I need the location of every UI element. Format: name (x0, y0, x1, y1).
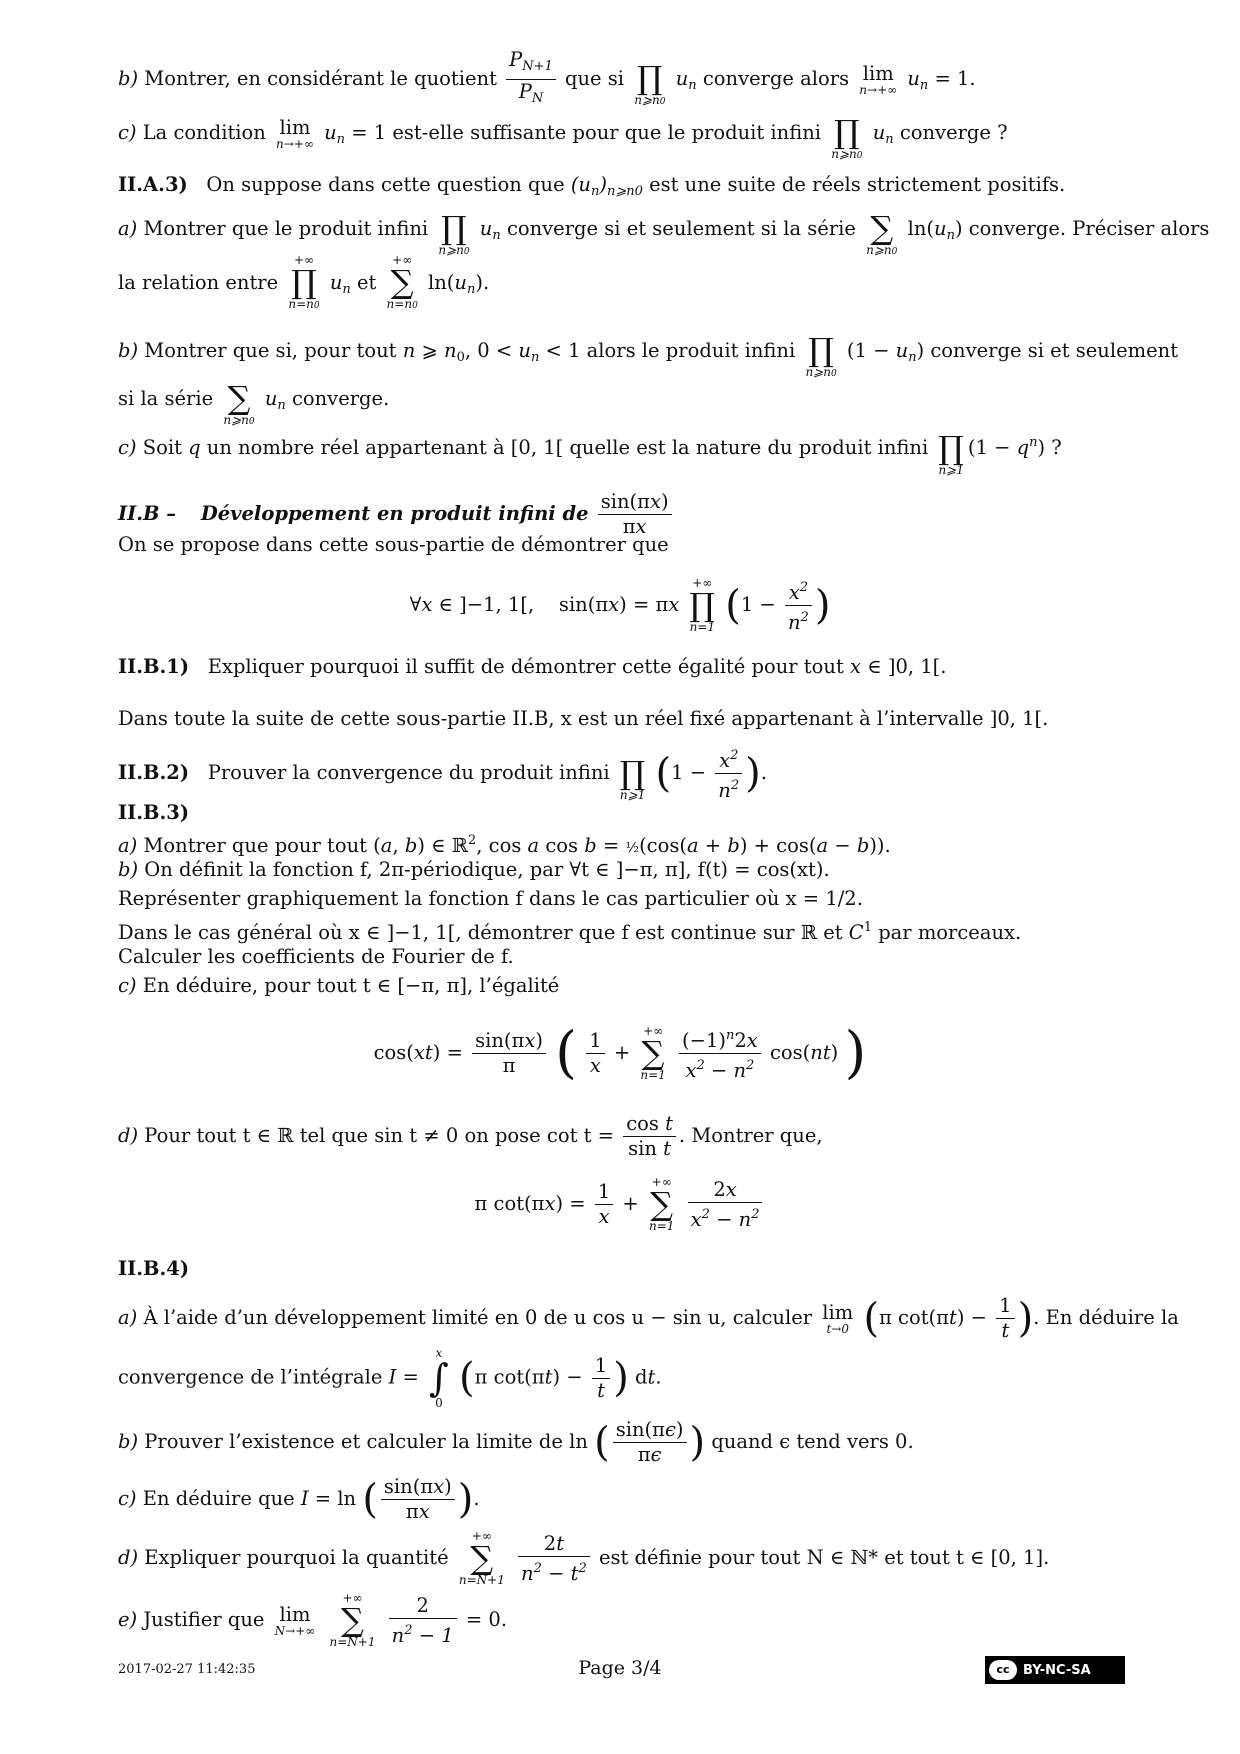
product-symbol: ∏ n⩾n0 (634, 59, 666, 107)
question-b1: II.B.1) Expliquer pourquoi il suffit de démontrer cette égalité pour tout x ∈ ]0, 1[. (118, 655, 947, 678)
limit-operator: lim n→+∞ (859, 61, 898, 97)
question-a3b-series: si la série ∑ n⩾n0 $u_n$ converge. (118, 379, 390, 427)
question-a3a-relation: la relation entre +∞ ∏ n=n0 $u_n$ et +∞ ∑ n=n0 $\ln(u_n)$. (118, 253, 490, 311)
question-b3b-graph: Représenter graphiquement la fonction f dans le cas particulier où x = 1/2. (118, 887, 863, 910)
question-b3c: c) En déduire, pour tout t ∈ [−π, π], l’égalité (118, 974, 560, 997)
product-symbol: ∏ n⩾n0 (831, 113, 863, 161)
question-b-quotient: b) Montrer, en considérant le quotient $\frac{P_{N+1}}{P_N}$ que si ∏ n⩾n0 $u_n$ converge alors lim n→+∞ $u_n = 1$. (118, 48, 1122, 111)
question-b3b-continuity: Dans le cas général où x ∈ ]−1, 1[, démontrer que f est continue sur ℝ et $C^1$ par morceaux. (118, 920, 1022, 944)
question-b4a-integral: convergence de l’intégrale I = x ∫ 0 (π cot(πt) − $\frac{1}{t}$ ) dt. (118, 1346, 662, 1410)
question-b3a: a) Montrer que pour tout (a, b) ∈ ℝ$^2$, cos a cos b = ½(cos(a + b) + cos(a − b)). (118, 833, 891, 857)
question-a3b: b) Montrer que si, pour tout n ⩾ $n_0$, $0 < u_n < 1$ alors le produit infini ∏ n⩾n0 $(1 - u_n)$ converge si et seulement (118, 331, 1179, 379)
footer-page-number: Page 3/4 (578, 1657, 662, 1679)
question-c-condition: c) La condition lim n→+∞ $u_n = 1$ est-elle suffisante pour que le produit infini ∏ n⩾n0 $u_n$ converge ? (118, 104, 1122, 163)
question-a3c: c) Soit q un nombre réel appartenant à [0, 1[ quelle est la nature du produit infini ∏ n⩾1 $(1 - q^n)$ ? (118, 429, 1062, 477)
question-b4c: c) En déduire que I = ln ( $\frac{\sin(\pi x)}{\pi x}$ ). (118, 1475, 480, 1523)
license-badge (985, 1656, 1125, 1684)
question-a3a: a) Montrer que le produit infini ∏ n⩾n0 $u_n$ converge si et seulement si la série ∑ n⩾n0 $\ln(u_n)$ converge. Préciser alors (118, 209, 1210, 257)
question-b4a: a) À l’aide d’un développement limité en 0 de u cos u − sin u, calculer lim t→0 (π cot(πt) − $\frac{1}{t}$ ). En déduire la (118, 1294, 1179, 1342)
section-b-title: II.B – Développement en produit infini de $\frac{\sin(\pi x)}{\pi x}$ (118, 490, 1122, 539)
question-b4b: b) Prouver l’existence et calculer la limite de ln ( $\frac{\sin(\pi\epsilon)}{\pi\epsilon}$ ) quand ϵ tend vers 0. (118, 1418, 914, 1466)
section-b4-heading: II.B.4) (118, 1257, 190, 1280)
license-label: BY-NC-SA (1023, 1662, 1091, 1678)
section-a3-heading: II.A.3) On suppose dans cette question que $(u_n)_{n⩾n0}$ est une suite de réels strictement positifs. (118, 173, 1066, 199)
question-b3b-fourier: Calculer les coefficients de Fourier de f. (118, 945, 514, 968)
section-b-context: Dans toute la suite de cette sous-partie II.B, x est un réel fixé appartenant à l’intervalle ]0, 1[. (118, 707, 1049, 730)
equation-cos-fourier: cos(xt) = $\frac{\sin(\pi x)}{\pi}$ ( $\frac{1}{x}$ + +∞ ∑ n=1 $\frac{(-1)^n2x}{x^2 - n^2}$ cos(nt) ) (373, 1020, 867, 1086)
equation-sine-product: ∀x ∈ ]−1, 1[, sin(πx) = πx +∞ ∏ n=1 (1 − $\frac{x^2}{n^2}$ ) (409, 576, 831, 634)
limit-operator: lim n→+∞ (276, 115, 314, 151)
question-b2: II.B.2) Prouver la convergence du produit infini ∏ n⩾1 (1 − $\frac{x^2}{n^2}$ ). (118, 744, 1122, 803)
equation-cot-series: π cot(πx) = $\frac{1}{x}$ + +∞ ∑ n=1 $\frac{2x}{x^2 - n^2}$ (0, 1176, 1240, 1233)
question-b4d: d) Expliquer pourquoi la quantité +∞ ∑ n=N+1 $\frac{2t}{n^2 - t^2}$ est définie pour tout N ∈ ℕ* et tout t ∈ [0, 1]. (118, 1529, 1050, 1587)
question-b3d: d) Pour tout t ∈ ℝ tel que sin t ≠ 0 on pose cot t = $\frac{\text{cos t}}{\text{sin t}}$ . Montrer que, (118, 1112, 823, 1160)
fraction-pn1-pn: $\frac{P_{N+1}}{P_N}$ (506, 48, 556, 111)
section-b-intro: On se propose dans cette sous-partie de démontrer que (118, 533, 669, 556)
question-b3b: b) On définit la fonction f, 2π-périodique, par ∀t ∈ ]−π, π], f(t) = cos(xt). (118, 858, 830, 881)
question-b4e: e) Justifier que lim N→+∞ +∞ ∑ n=N+1 $\frac{2}{n^2 - 1}$ = 0. (118, 1591, 508, 1649)
creative-commons-icon: cc (989, 1660, 1017, 1680)
footer-timestamp: 2017-02-27 11:42:35 (118, 1662, 256, 1677)
section-b3-heading: II.B.3) (118, 801, 190, 824)
